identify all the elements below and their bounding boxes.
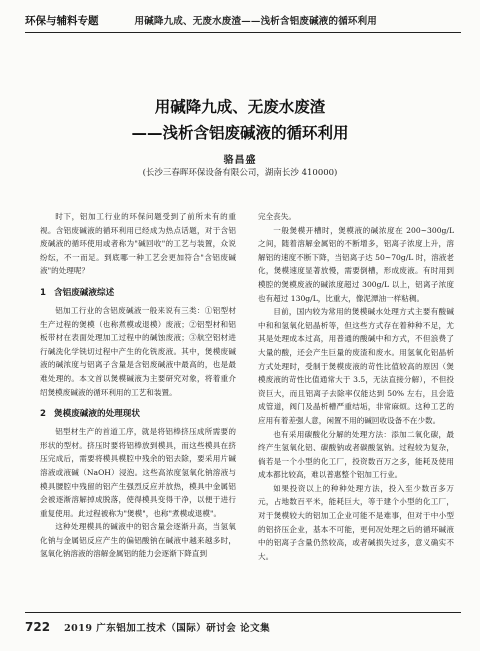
section-1-title: 含铝废碱液综述 [54,287,115,298]
section-1-number: 1 [40,287,46,298]
article-subtitle: ——浅析含铝废碱液的循环利用 [131,124,349,142]
section-2-heading [40,407,236,421]
paragraph-concentration: 一般煲模开槽时，煲模液的碱浓度在 200~300g/L 之间，随着溶解金属铝的不断增多，铝离子浓度上升，溶解铝的速度不断下降，当铝离子达 50~70g/L 时，溶液老化，煲模速度显著放慢，需要倒槽，形成废液。有时用到模腔的煲模废液的碱浓度超过 300g/L 以上，铝离子浓度也有超过 130g/L，比重大，像泥潭油一样粘稠。 [258,225,454,303]
section-2-number: 2 [40,409,46,420]
page-footer [25,617,270,637]
left-column [40,210,236,561]
section-2-title: 煲模废碱液的处理现状 [54,409,140,420]
section-2-paragraph-1: 铝型材生产的首道工序，就是将铝棒挤压成所需要的形状的型材。挤压时要将铝棒放到模具，而这些模具在挤压完成后，需要将模具模腔中残余的铝去除，要采用片碱溶液或液碱（NaOH）浸泡。这些高浓度氢氧化钠溶液与模具腰腔中残留的铝产生强烈反应并放热，模具中金属铝会被逐渐溶解掉成脱落，使得模具变得干净，以便于进行重复使用。此过程被称为"煲模"，也称"煮模或退模"。 [40,427,236,518]
page-number: 722 [25,620,51,634]
footer-rule [25,612,461,613]
intro-paragraph: 时下，铝加工行业的环保问题受到了前所未有的重视。含铝废碱液的循环利用已经成为热点话题，对于含铝废碱液的循环使用或者称为"碱回收"的工艺与装置，众说纷纭，不一而足。到底哪一种工艺会更加符合"含铝废碱液"的处理呢？ [40,212,236,276]
header-rule [25,32,461,33]
section-2-paragraph-2: 这种处理模具的碱液中的铝含量会逐渐升高，当氢氧化钠与金属铝反应产生的偏铝酸钠在碱液中越来越多时，氢氧化钠溶液的溶解金属铝的能力会逐渐下降直到 [40,522,236,559]
section-label: 环保与辅料专题 [25,14,99,27]
paragraph-carbonation: 也有采用碳酸化分解的处理方法：添加二氧化碳，最终产生氢氧化铝、碳酸钠或者碳酸氢钠。过程较为复杂，倘若是一个小型的化工厂，投资数百万之多，能耗及使用成本都比较高，难以普惠整个铝加工行业。 [258,429,454,480]
running-title: 用碱降九成、无废水废渣——浅析含铝废碱液的循环利用 [134,16,378,27]
right-column [258,210,454,563]
author: 骆昌盛 [223,155,257,166]
affiliation: (长沙三春晖环保设备有限公司，湖南长沙 410000) [142,168,338,178]
paragraph-investment: 如果投资以上的种种处理方法，投入至少数百多万元，占地数百平米，能耗巨大，等于建个小型的化工厂，对于煲模较大的铝加工企业可能不是难事，但对于中小型的铝挤压企业，基本不可能，更何况处理之后的循环碱液中的铝离子含量仍然较高，或者碱损失过多，意义确实不大。 [258,483,454,561]
section-1-heading [40,286,236,300]
paragraph-current-methods: 目前，国内较为常用的煲模碱水处理方式主要有酸碱中和和氢氧化铝晶析等，但这些方式存在着种种不足，尤其是处理成本过高，用普通的酸碱中和方式，不但浪费了大量的酸，还会产生巨量的废渣和废水。用氢氧化铝晶析方式处理时，受制于煲模废液的苛性比值较高的原因（煲模废液的苛性比值通常大于 3.5，无法直接分解），不但投资巨大，而且铝离子去除率仅能达到 50% 左右，且会造成管道，阀门及晶析槽严重结垢，非常麻烦。这种工艺的应用有着差强人意，闲置不用的碱回收设备不在少数。 [258,307,454,425]
continued-paragraph: 完全丧失。 [258,212,296,221]
conference-name: 2019 广东铝加工技术（国际）研讨会 论文集 [64,623,271,634]
section-1-paragraph: 铝加工行业的含铝废碱液一般来说有三类：①铝型材生产过程的煲模（也称煮模或退模）废液；②铝型材和铝板带材在表面处理加工过程中的碱蚀废液；③航空铝材进行碱洗化学铣切过程中产生的化铣废液。其中，煲模废碱液的碱浓度与铝离子含量是含铝废碱液中最高的，也是最难处理的。本文首以煲模碱液为主要研究对象，将着重介绍煲模废碱液的循环利用的工艺和装置。 [40,305,236,397]
page-header [25,10,461,30]
article-title: 用碱降九成、无废水废渣 [154,98,326,116]
